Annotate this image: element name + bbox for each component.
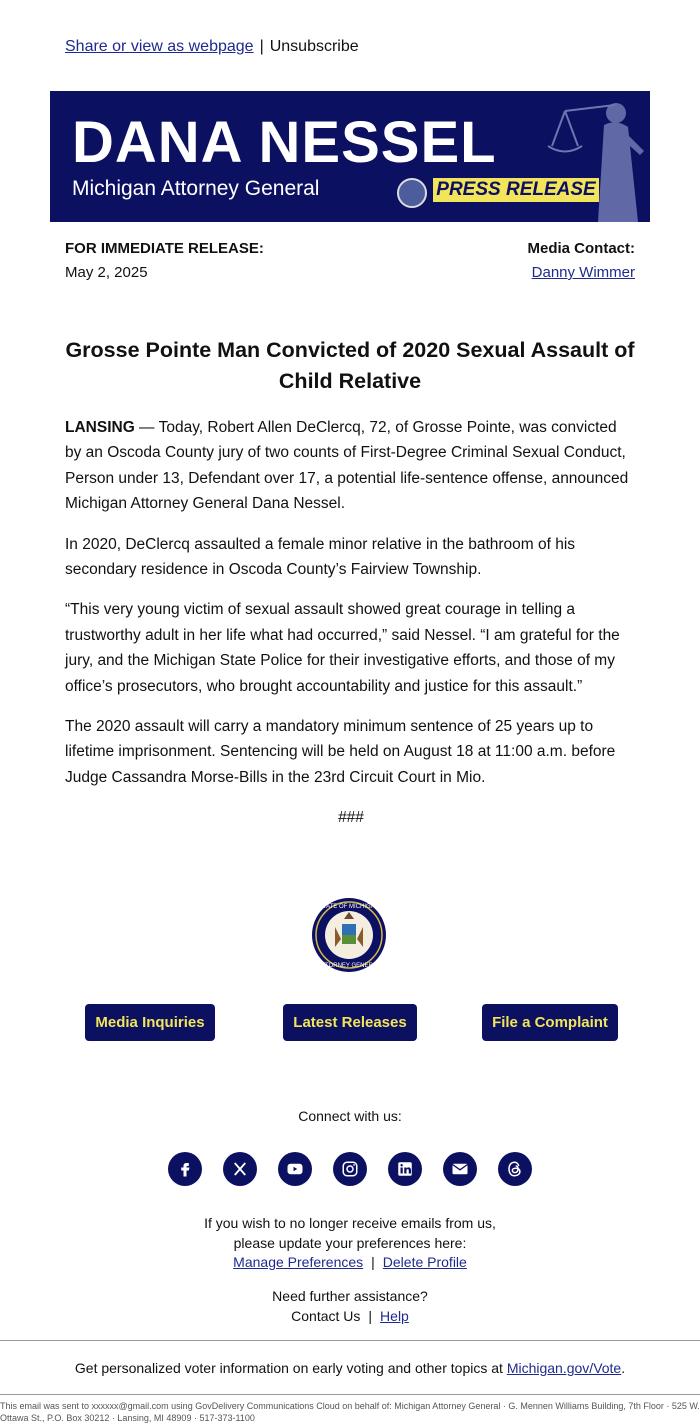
- assist-links: [0, 1306, 700, 1326]
- file-complaint-button[interactable]: File a Complaint: [482, 1004, 618, 1041]
- manage-preferences-link[interactable]: Manage Preferences: [233, 1254, 364, 1270]
- press-release-banner: [50, 91, 650, 222]
- media-contact: [527, 240, 635, 281]
- media-contact-label: Media Contact:: [527, 240, 635, 257]
- media-inquiries-button[interactable]: Media Inquiries: [85, 1004, 215, 1041]
- top-links: [65, 38, 359, 56]
- release-date: May 2, 2025: [65, 264, 148, 281]
- assist-line: Need further assistance?: [272, 1288, 428, 1304]
- linkedin-icon[interactable]: [388, 1152, 422, 1186]
- prefs-line-1: If you wish to no longer receive emails from us,: [204, 1215, 496, 1231]
- headline: Grosse Pointe Man Convicted of 2020 Sexual Assault of Child Relative: [65, 338, 635, 393]
- x-icon[interactable]: [223, 1152, 257, 1186]
- banner-subtitle: Michigan Attorney General: [72, 177, 320, 200]
- paragraph-3: “This very young victim of sexual assault showed great courage in telling a trustworthy adult in her life what had occurred,” said Nessel. “I am grateful for the jury, and the Michigan State Police for their investigative efforts, and those of my office’s prosecutors, who brought accountability and justice for this assault.”: [65, 601, 620, 695]
- attorney-general-seal-icon: [311, 897, 387, 973]
- prefs-line-2: please update your preferences here:: [233, 1234, 467, 1251]
- press-release-badge: PRESS RELEASE: [433, 178, 599, 202]
- preferences-block: [0, 1214, 700, 1273]
- contact-us-link[interactable]: Contact Us: [291, 1308, 361, 1324]
- footer-disclaimer: This email was sent to xxxxxx@gmail.com using GovDelivery Communications Cloud on behalf of: Michigan Attorney General · G. Mennen Williams Building, 7th Floor · 525 W. Ottawa St., P.O. Box 30212 · Lansing, MI 48909 · 517-373-1100: [0, 1401, 700, 1423]
- release-label: FOR IMMEDIATE RELEASE:: [65, 240, 264, 257]
- dateline: LANSING: [65, 419, 135, 436]
- share-webpage-link[interactable]: Share or view as webpage: [65, 38, 254, 55]
- connect-label: Connect with us:: [298, 1108, 402, 1124]
- assistance-block: [0, 1286, 700, 1326]
- help-link[interactable]: Help: [380, 1308, 409, 1324]
- youtube-icon[interactable]: [278, 1152, 312, 1186]
- end-mark: ###: [338, 809, 364, 827]
- voter-tail: .: [621, 1360, 626, 1376]
- email-icon[interactable]: [443, 1152, 477, 1186]
- banner-name: DANA NESSEL: [72, 110, 497, 175]
- latest-releases-button[interactable]: Latest Releases: [283, 1004, 417, 1041]
- delete-profile-link[interactable]: Delete Profile: [382, 1254, 467, 1270]
- paragraph-2: In 2020, DeClercq assaulted a female minor relative in the bathroom of his secondary residence in Oscoda County’s Fairview Township.: [65, 535, 576, 579]
- article-body: [65, 415, 637, 846]
- lady-justice-icon: [520, 91, 650, 222]
- voter-info: [0, 1360, 700, 1376]
- instagram-icon[interactable]: [333, 1152, 367, 1186]
- divider: [0, 1340, 700, 1341]
- seal-ring-bottom: ATTORNEY GENERAL: [317, 963, 381, 969]
- social-icons-row: [0, 1152, 700, 1186]
- release-info: [65, 240, 264, 281]
- banner-seal-icon: [397, 178, 427, 208]
- seal-ring-top: STATE OF MICHIGAN: [318, 904, 380, 910]
- prefs-separator: |: [371, 1254, 375, 1270]
- facebook-icon[interactable]: [168, 1152, 202, 1186]
- unsubscribe-link[interactable]: Unsubscribe: [269, 38, 359, 55]
- paragraph-1-text: — Today, Robert Allen DeClercq, 72, of Grosse Pointe, was convicted by an Oscoda County jury of two counts of First-Degree Criminal Sexual Conduct, Person under 13, Defendant over 17, a potential life-sentence offense, announced Michigan Attorney General Dana Nessel.: [65, 419, 629, 513]
- paragraph-4: The 2020 assault will carry a mandatory minimum sentence of 25 years up to lifetime imprisonment. Sentencing will be held on August 18 at 11:00 a.m. before Judge Cassandra Morse-Bills in the 23rd Circuit Court in Mio.: [65, 718, 616, 786]
- threads-icon[interactable]: [498, 1152, 532, 1186]
- top-separator: |: [259, 38, 264, 55]
- assist-separator: |: [368, 1308, 373, 1324]
- paragraph-1: [65, 415, 637, 517]
- voter-text: Get personalized voter information on early voting and other topics at: [74, 1360, 507, 1376]
- michigan-vote-link[interactable]: Michigan.gov/Vote: [506, 1360, 622, 1376]
- media-contact-link[interactable]: Danny Wimmer: [531, 264, 635, 281]
- divider: [0, 1394, 700, 1395]
- prefs-links: [0, 1253, 700, 1273]
